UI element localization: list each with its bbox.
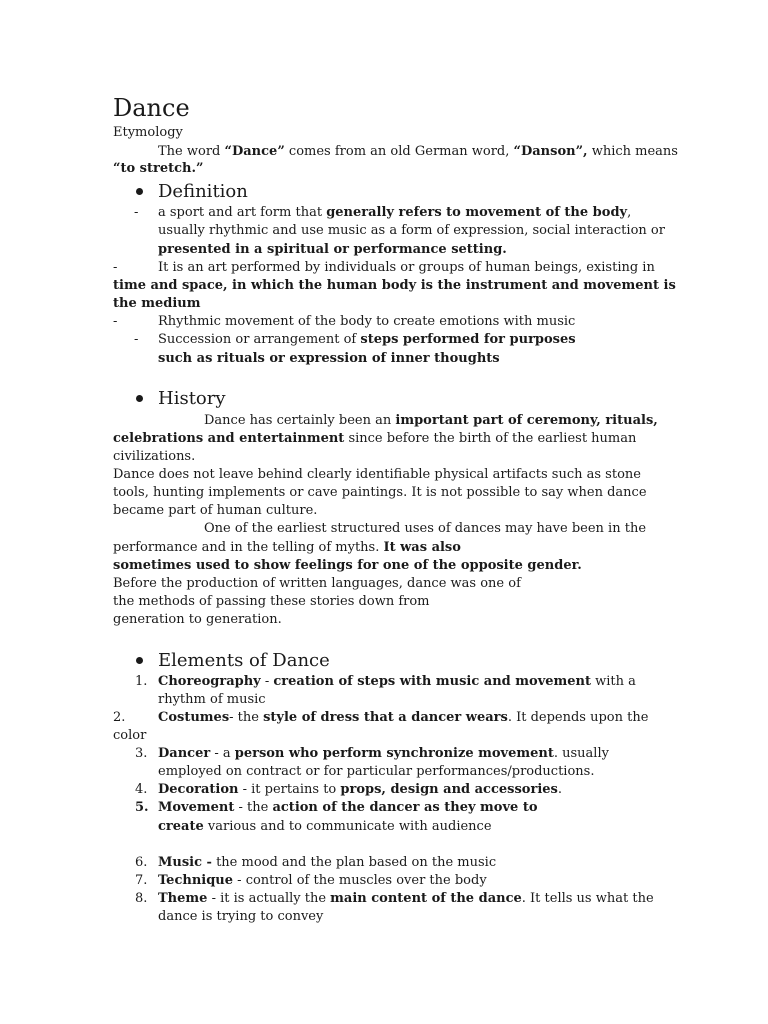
definition-item-2-line-1: It is an art performed by individuals or groups of human beings, existing in bbox=[158, 260, 655, 275]
history-line-7: One of the earliest structured uses of dances may have been in the bbox=[204, 521, 647, 536]
definition-item-1-line-3: presented in a spiritual or performance setting. bbox=[158, 242, 507, 257]
element-item-6-line-1: Music - the mood and the plan based on the music bbox=[158, 855, 497, 870]
history-line-1: Dance has certainly been an important part of ceremony, rituals, bbox=[204, 413, 658, 428]
element-item-3-line-2: employed on contract or for particular performances/productions. bbox=[158, 764, 595, 779]
history-line-10: Before the production of written languages, dance was one of bbox=[113, 576, 521, 591]
definition-marker-4: - bbox=[134, 332, 139, 347]
history-line-8: performance and in the telling of myths. It was also bbox=[113, 540, 461, 555]
history-line-11: the methods of passing these stories down from bbox=[113, 594, 430, 609]
definition-item-4-line-2: such as rituals or expression of inner thoughts bbox=[158, 351, 500, 366]
history-line-5: tools, hunting implements or cave paintings. It is not possible to say when dance bbox=[113, 485, 647, 500]
element-number-2: 2. bbox=[113, 710, 126, 725]
definition-item-2-line-3: the medium bbox=[113, 296, 201, 311]
definition-item-3-line-1: Rhythmic movement of the body to create emotions with music bbox=[158, 314, 576, 329]
element-number-8: 8. bbox=[135, 891, 148, 906]
history-line-4: Dance does not leave behind clearly identifiable physical artifacts such as stone bbox=[113, 467, 641, 482]
element-item-3-line-1: Dancer - a person who perform synchronize movement. usually bbox=[158, 746, 609, 761]
element-item-2-line-2: color bbox=[113, 728, 147, 743]
element-number-3: 3. bbox=[135, 746, 148, 761]
history-line-2: celebrations and entertainment since before the birth of the earliest human bbox=[113, 431, 637, 446]
definition-item-2-line-2: time and space, in which the human body is the instrument and movement is bbox=[113, 278, 676, 293]
element-number-6: 6. bbox=[135, 855, 148, 870]
etymology-text-line-2: “to stretch.” bbox=[113, 161, 204, 176]
definition-marker-3: - bbox=[113, 314, 118, 329]
history-line-3: civilizations. bbox=[113, 449, 196, 464]
bullet-icon bbox=[136, 395, 143, 402]
element-item-8-line-1: Theme - it is actually the main content of the dance. It tells us what the bbox=[158, 891, 654, 906]
definition-item-1-line-1: a sport and art form that generally refers to movement of the body, bbox=[158, 205, 632, 220]
history-line-6: became part of human culture. bbox=[113, 503, 318, 518]
etymology-text-line-1: The word “Dance” comes from an old German word, “Danson”, which means bbox=[158, 144, 678, 159]
element-number-1: 1. bbox=[135, 674, 148, 689]
element-item-4-line-1: Decoration - it pertains to props, design and accessories. bbox=[158, 782, 562, 797]
element-item-2-line-1: Costumes- the style of dress that a dancer wears. It depends upon the bbox=[158, 710, 649, 725]
definition-heading: Definition bbox=[158, 181, 248, 202]
element-item-5-line-1: Movement - the action of the dancer as they move to bbox=[158, 800, 538, 815]
etymology-label: Etymology bbox=[113, 125, 183, 140]
element-item-8-line-2: dance is trying to convey bbox=[158, 909, 324, 924]
definition-item-1-line-2: usually rhythmic and use music as a form of expression, social interaction or bbox=[158, 223, 665, 238]
elements-heading: Elements of Dance bbox=[158, 650, 330, 671]
definition-item-4-line-1: Succession or arrangement of steps performed for purposes bbox=[158, 332, 576, 347]
element-item-1-line-1: Choreography - creation of steps with music and movement with a bbox=[158, 674, 636, 689]
definition-marker-1: - bbox=[134, 205, 139, 220]
bullet-icon bbox=[136, 188, 143, 195]
history-line-9: sometimes used to show feelings for one of the opposite gender. bbox=[113, 558, 582, 573]
element-item-5-line-2: create various and to communicate with audience bbox=[158, 819, 492, 834]
history-line-12: generation to generation. bbox=[113, 612, 282, 627]
element-number-4: 4. bbox=[135, 782, 148, 797]
element-number-7: 7. bbox=[135, 873, 148, 888]
page-title: Dance bbox=[113, 94, 190, 122]
element-item-1-line-2: rhythm of music bbox=[158, 692, 266, 707]
bullet-icon bbox=[136, 657, 143, 664]
element-number-5: 5. bbox=[135, 800, 149, 815]
definition-marker-2: - bbox=[113, 260, 118, 275]
element-item-7-line-1: Technique - control of the muscles over the body bbox=[158, 873, 487, 888]
history-heading: History bbox=[158, 388, 226, 409]
